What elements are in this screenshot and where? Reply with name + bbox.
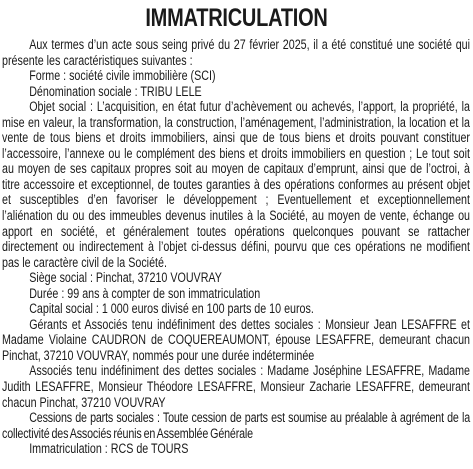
share-capital-paragraph: Capital social : 1 000 euros divisé en 100 parts de 10 euros. [29,301,314,317]
partners-paragraph: Associés tenu indéfiniment des dettes sociales : Madame Joséphine LESAFFRE, Madame Judith LESAFFRE, Monsieur Théodore LESAFFRE, Monsieur Zacharie LESAFFRE, demeurant chacun Pinchat, 37210 VOUVRAY [2,363,470,410]
duration-paragraph: Durée : 99 ans à compter de son immatriculation [29,285,261,301]
notice-title: IMMATRICULATION [145,4,328,32]
managers-paragraph: Gérants et Associés tenu indéfiniment des dettes sociales : Monsieur Jean LESAFFRE et Madame Violaine CAUDRON de COQUEREAUMONT, épouse LESAFFRE, demeurant chacun Pinchat, 37210 VOUVRAY, nommés pour une durée indéterminée [2,316,470,363]
notice-body [2,37,470,457]
registration-paragraph: Immatriculation : RCS de TOURS [29,441,189,457]
registered-office-paragraph: Siège social : Pinchat, 37210 VOUVRAY [29,270,222,286]
corporate-purpose-paragraph: Objet social : L’acquisition, en état futur d’achèvement ou achevés, l’apport, la propriété, la mise en valeur, la transformation, la construction, l’aménagement, l’administration, la location et la vente de tous biens et droits immobiliers, ainsi que de tous biens et droits pouvant constituer l’accessoire, l’annexe ou le complément des biens et droits immobiliers en question ; Le tout soit au moyen de ses capitaux propres soit au moyen de capitaux d’emprunt, ainsi que de l’octroi, à titre accessoire et exceptionnel, de toutes garanties à des opérations conformes au présent objet et susceptibles d’en favoriser le développement ; Eventuellement et exceptionnellement l’aliénation du ou des immeubles devenus inutiles à la Société, au moyen de vente, échange ou apport en société, et généralement toutes opérations quelconques pouvant se rattacher directement ou indirectement à l’objet ci-dessus défini, pourvu que ces opérations ne modifient pas le caractère civil de la Société. [2,99,470,270]
share-transfer-paragraph: Cessions de parts sociales : Toute cession de parts est soumise au préalable à agrément de la collectivité des Associés réunis en Assemblée Générale [2,410,470,441]
intro-paragraph: Aux termes d’un acte sous seing privé du 27 février 2025, il a été constitué une société qui présente les caractéristiques suivantes : [2,37,470,68]
legal-form-paragraph: Forme : société civile immobilière (SCI) [29,68,216,84]
company-name-paragraph: Dénomination sociale : TRIBU LELE [29,83,202,99]
